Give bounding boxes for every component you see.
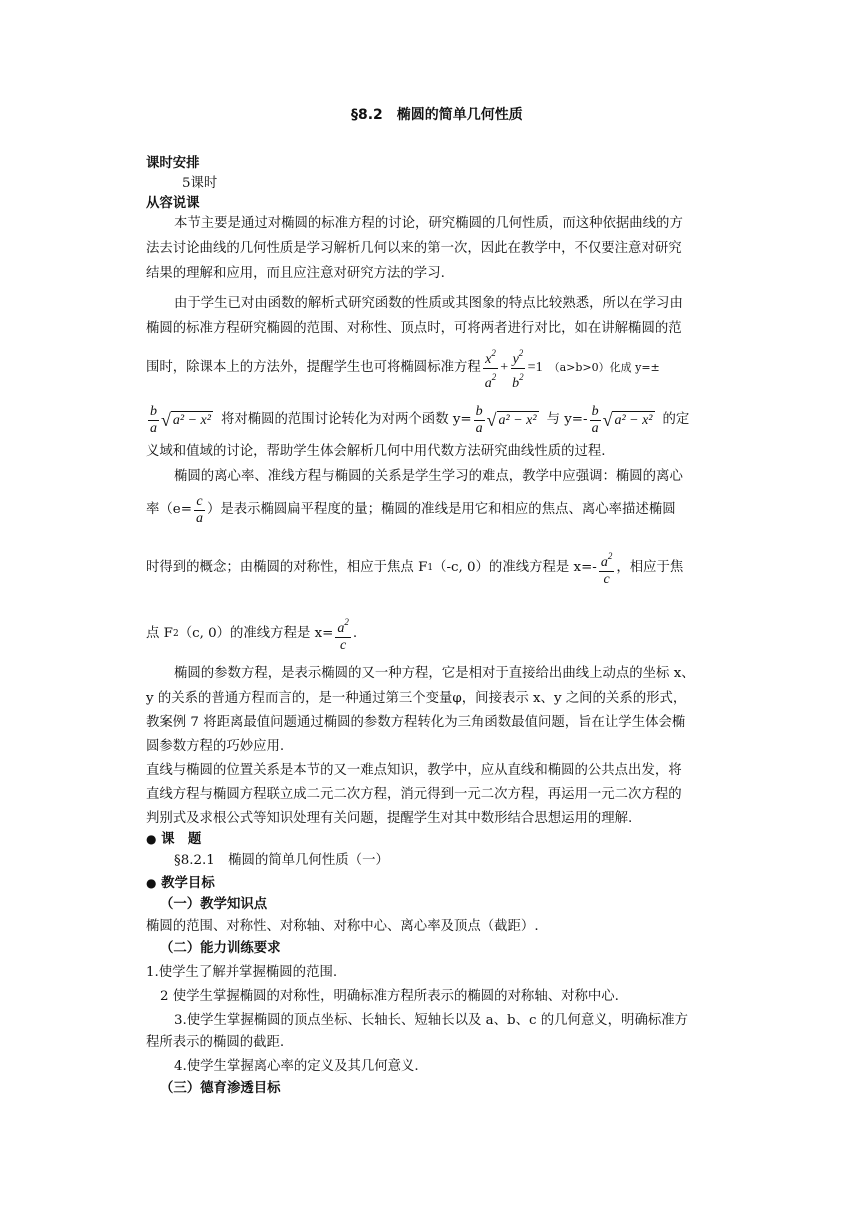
bullet-icon: ● — [146, 876, 157, 890]
text-segment: 时得到的概念；由椭圆的对称性，相应于焦点 F — [146, 560, 428, 575]
para3-line: 椭圆的离心率、准线方程与椭圆的关系是学生学习的难点，教学中应强调：椭圆的离心 — [174, 469, 683, 484]
para2-line: 椭圆的标准方程研究椭圆的范围、对称性、顶点时，可将两者进行对比，如在讲解椭圆的范 — [146, 321, 682, 336]
text-segment: ）是表示椭圆扁平程度的量；椭圆的准线是用它和相应的焦点、离心率描述椭圆 — [206, 502, 676, 517]
sqrt-expression: √ a² − x² — [602, 410, 653, 430]
goal-item: 3.使学生掌握椭圆的顶点坐标、长轴长、短轴长以及 a、b、c 的几何意义，明确标准方 — [174, 1013, 689, 1028]
fraction-c-a: $\frac{c}{a}$ — [195, 493, 203, 526]
goals-heading — [146, 874, 215, 893]
schedule-value: 5课时 — [182, 176, 218, 191]
fraction-b-a: $\frac{b}{a}$ — [591, 403, 599, 436]
math-var: b — [512, 375, 520, 391]
text-segment: （a>b>0）化成 y=± — [548, 361, 660, 374]
math-exp: 2 — [491, 371, 497, 382]
para5-line: 直线与椭圆的位置关系是本节的又一难点知识，教学中，应从直线和椭圆的公共点出发，将 — [146, 763, 682, 778]
fraction-b-a: $\frac{b}{a}$ — [475, 403, 483, 436]
fraction-b-a: $\frac{b}{a}$ — [150, 403, 157, 436]
para4-line: 椭圆的参数方程，是表示椭圆的又一种方程，它是相对于直接给出曲线上动点的坐标 x、 — [174, 666, 695, 681]
math-var: x — [485, 351, 492, 367]
goal-item: 4.使学生掌握离心率的定义及其几何意义. — [174, 1059, 419, 1074]
topic-heading-text: 课 题 — [161, 832, 202, 847]
goal-item: 程所表示的椭圆的截距. — [146, 1035, 285, 1050]
para1-line: 法去讨论曲线的几何性质是学习解析几何以来的第一次，因此在教学中，不仅要注意对研究 — [146, 241, 682, 256]
subscript: 1 — [427, 563, 434, 573]
para3-line4 — [146, 614, 357, 654]
fraction-a2-c: $\frac{a^2}{c}$ — [599, 548, 615, 588]
equals-one: =1 — [527, 360, 543, 375]
sqrt-expression: √ a² − x² — [486, 410, 537, 430]
text-segment: 的定 — [662, 412, 690, 427]
ability-heading: （二）能力训练要求 — [160, 941, 281, 956]
fraction-y2-b2 — [510, 345, 526, 392]
para2-line3 — [146, 347, 660, 391]
text-segment: 围时，除课本上的方法外，提醒学生也可将椭圆标准方程 — [146, 360, 481, 375]
para5-line: 直线方程与椭圆方程联立成二元二次方程，消元得到一元二次方程，再运用一元二次方程的 — [146, 787, 682, 802]
para4-line: 圆参数方程的巧妙应用. — [146, 739, 285, 754]
para1-line: 本节主要是通过对椭圆的标准方程的讨论，研究椭圆的几何性质，而这种依据曲线的方 — [174, 216, 683, 231]
para3-line2 — [146, 490, 676, 530]
topic-heading — [146, 830, 201, 849]
text-segment: 将对椭圆的范围讨论转化为对两个函数 y= — [220, 412, 472, 427]
para1-line: 结果的理解和应用，而且应注意对研究方法的学习. — [146, 266, 445, 281]
math-var: y — [512, 351, 519, 367]
text-segment: （c, 0）的准线方程是 x= — [178, 626, 334, 641]
text-segment: 率（e= — [146, 502, 192, 517]
knowledge-heading: （一）教学知识点 — [160, 897, 268, 912]
topic-value: §8.2.1 椭圆的简单几何性质（一） — [174, 853, 389, 868]
knowledge-text: 椭圆的范围、对称性、对称轴、对称中心、离心率及顶点（截距）. — [146, 919, 539, 934]
para2-line: 由于学生已对由函数的解析式研究函数的性质或其图象的特点比较熟悉，所以在学习由 — [174, 296, 683, 311]
page-title: §8.2 椭圆的简单几何性质 — [351, 107, 523, 123]
subscript: 2 — [172, 629, 179, 639]
intro-heading: 从容说课 — [146, 196, 200, 211]
text-segment: （-c, 0）的准线方程是 x=- — [433, 560, 597, 575]
math-exp: 2 — [518, 347, 524, 358]
math-exp: 2 — [519, 371, 524, 382]
plus-sign: + — [500, 360, 509, 375]
math-var: a — [484, 375, 492, 391]
sqrt-expression: √ a² − x² — [161, 410, 211, 430]
para3-line3 — [146, 548, 683, 588]
fraction-x2-a2 — [483, 345, 499, 392]
text-segment: . — [352, 626, 358, 641]
para4-line: y 的关系的普通方程而言的，是一种通过第三个变量φ，间接表示 x、y 之间的关系的形式， — [146, 691, 687, 706]
schedule-heading: 课时安排 — [146, 156, 200, 171]
goal-item: 2 使学生掌握椭圆的对称性，明确标准方程所表示的椭圆的对称轴、对称中心. — [160, 989, 619, 1004]
text-segment: 点 F — [146, 626, 173, 641]
goal-item: 1.使学生了解并掌握椭圆的范围. — [146, 965, 338, 980]
para4-line: 教案例 7 将距离最值问题通过椭圆的参数方程转化为三角函数最值问题，旨在让学生体会椭 — [146, 715, 686, 730]
moral-heading: （三）德育渗透目标 — [160, 1081, 281, 1096]
fraction-a2-c: $\frac{a^2}{c}$ — [335, 614, 351, 654]
goals-heading-text: 教学目标 — [161, 876, 215, 891]
math-exp: 2 — [491, 347, 496, 358]
bullet-icon: ● — [146, 832, 157, 846]
para5-line: 判别式及求根公式等知识处理有关问题，提醒学生对其中数形结合思想运用的理解. — [146, 811, 633, 826]
para2-line: 义域和值域的讨论，帮助学生体会解析几何中用代数方法研究曲线性质的过程. — [146, 444, 606, 459]
text-segment: 与 y=- — [546, 412, 588, 427]
text-segment: ，相应于焦 — [616, 560, 684, 575]
para2-line4 — [146, 400, 689, 440]
